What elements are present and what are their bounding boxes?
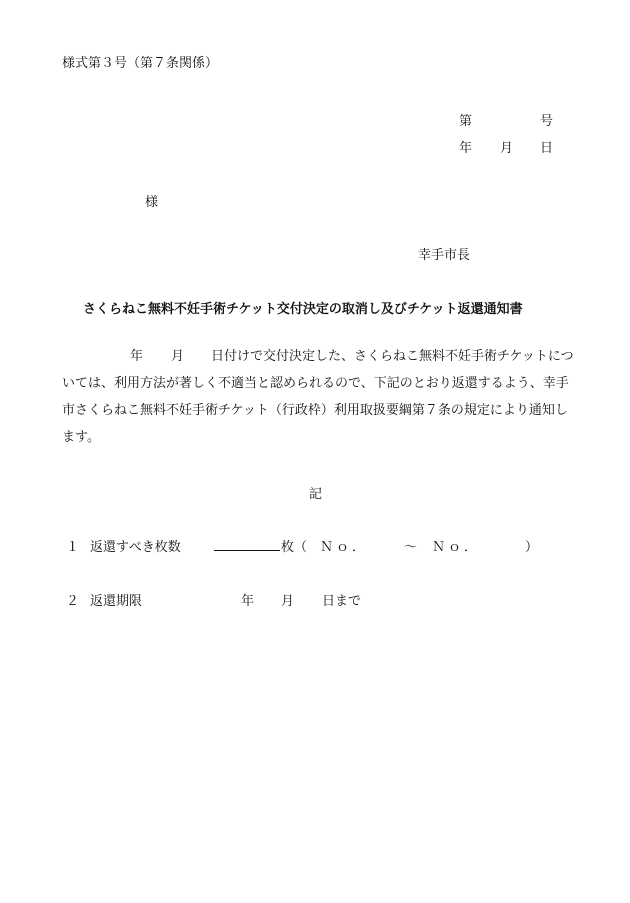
body-year-label: 年 (130, 349, 144, 364)
item-2-month-label: 月 (281, 594, 295, 609)
item-1-no-end: Ｎｏ． (432, 540, 481, 555)
date-year-label: 年 (459, 141, 473, 156)
form-number: 様式第３号（第７条関係） (62, 56, 219, 71)
date-day-label: 日 (540, 141, 554, 156)
item-2-day-until: 日まで (322, 594, 362, 609)
document-number-suffix: 号 (540, 114, 554, 129)
addressee-suffix: 様 (145, 195, 159, 210)
sender-name: 幸手市長 (418, 248, 471, 263)
body-paragraph (62, 343, 580, 451)
document-title: さくらねこ無料不妊手術チケット交付決定の取消し及びチケット返還通知書 (83, 302, 523, 317)
item-2-label: 返還期限 (90, 594, 143, 609)
item-2-year-label: 年 (241, 594, 255, 609)
ki-heading: 記 (309, 487, 323, 502)
item-1-no-start: Ｎｏ． (320, 540, 369, 555)
date-month-label: 月 (500, 141, 514, 156)
item-1-unit: 枚（ (281, 540, 308, 555)
item-2-number: ２ (66, 594, 80, 609)
body-month-label: 月 (171, 349, 185, 364)
item-1-label: 返還すべき枚数 (90, 540, 181, 555)
item-1-tilde: ～ (404, 540, 418, 555)
item-1-close-paren: ） (525, 540, 539, 555)
item-1-number: １ (66, 540, 80, 555)
body-text: 日付けで交付決定した、さくらねこ無料不妊手術チケットについては、利用方法が著しく不適当と認められるので、下記のとおり返還するよう、幸手市さくらねこ無料不妊手術チケット（行政枠）利用取扱要綱第７条の規定により通知します。 (62, 349, 574, 445)
document-number-prefix: 第 (459, 114, 473, 129)
item-1-count-blank (214, 536, 280, 555)
